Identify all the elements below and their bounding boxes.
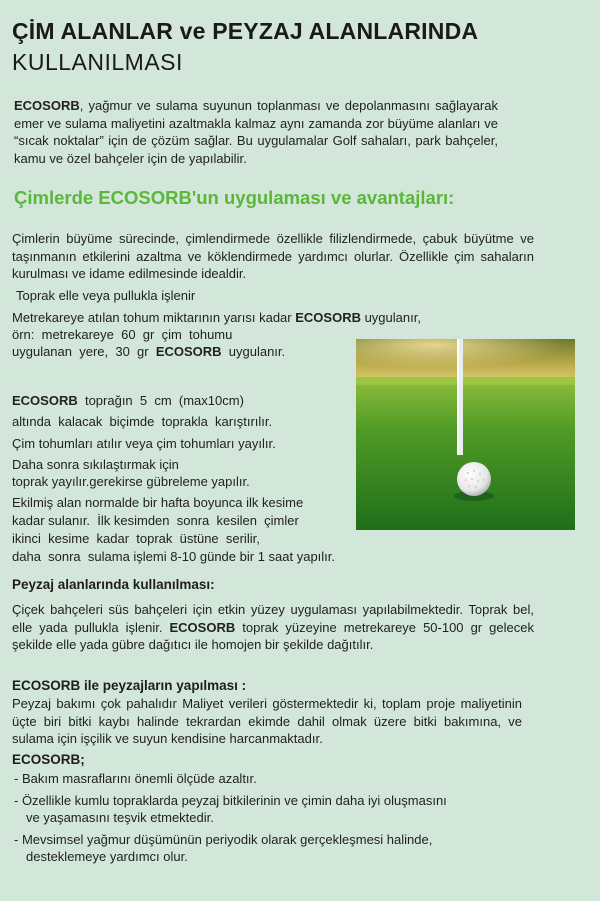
step-mix-cont: altında kalacak biçimde toprakla karıştırılır.: [12, 414, 273, 429]
step-water-1: Ekilmiş alan normalde bir hafta boyunca ilk kesime: [12, 495, 304, 510]
list-item-cont: ve yaşamasını teşvik etmektedir.: [26, 810, 214, 825]
page-subtitle: KULLANILMASI: [12, 49, 183, 75]
golf-ball: [457, 462, 491, 496]
brand-name: ECOSORB: [295, 310, 361, 325]
step-apply: Metrekareye atılan tohum miktarının yarısı kadar ECOSORB uygulanır,: [12, 310, 421, 325]
step-water-4: daha sonra sulama işlemi 8-10 günde bir 1 saat yapılır.: [12, 549, 336, 564]
step-compact-cont: toprak yayılır.gerekirse gübreleme yapılır.: [12, 474, 250, 489]
benefits-heading: ECOSORB;: [12, 752, 85, 767]
list-item-cont: desteklemeye yardımcı olur.: [26, 849, 188, 864]
benefits-list: [14, 770, 447, 866]
landscape-paragraph: Çiçek bahçeleri süs bahçeleri için etkin yüzey uygulaması yapılabilmektedir. Toprak bel, elle yada pullukla işlenir. ECOSORB toprak yüzeyine metrekareye 50-100 gr gelecek şekilde elle yada gübre dağıtıcı ile homojen bir şekilde dağıtılır.: [12, 602, 534, 652]
intro-text: , yağmur ve sulama suyunun toplanması ve depolanmasını sağlayarak emer ve sulama maliyetini azaltmakla kalmaz aynı zamanda zor büyüme alanları ve “sıcak noktalar” için de çözüm sağlar. Bu uygulamalar Golf sahaları, park bahçeler, kamu ve özel bahçeler için de yapılabilir.: [14, 98, 498, 166]
brand-name: ECOSORB: [14, 98, 80, 113]
grass-paragraph: Çimlerin büyüme sürecinde, çimlendirmede özellikle filizlendirmede, çabuk büyütme ve taşınmanın etkilerini azaltma ve köklendirmede yardımcı olurlar. Özellikle çim sahaların kurulması ve idame edilmesinde idealdir.: [12, 231, 534, 281]
list-item: - Bakım masraflarını önemli ölçüde azaltır.: [14, 771, 257, 786]
brand-name: ECOSORB: [155, 344, 222, 359]
step-compact: Daha sonra sıkılaştırmak için: [12, 457, 179, 472]
construction-heading: ECOSORB ile peyzajların yapılması :: [12, 678, 247, 693]
step-mix: ECOSORB toprağın 5 cm (max10cm): [12, 393, 244, 408]
construction-paragraph: Peyzaj bakımı çok pahalıdır Maliyet verileri göstermektedir ki, toplam proje maliyetinin üçte biri bitki kaybı halinde tekrardan ekimde dahil olmak üzere bitki bakımına, ve sulama için işçilik ve suyun kendisine harcanmaktadır.: [12, 696, 522, 746]
list-item: - Özellikle kumlu topraklarda peyzaj bitkilerinin ve çimin daha iyi oluşmasını: [14, 792, 447, 808]
step-water-3: ikinci kesime kadar toprak üstüne serilir,: [12, 531, 260, 546]
step-seed: Çim tohumları atılır veya çim tohumları yayılır.: [12, 436, 276, 451]
intro-paragraph: [14, 97, 498, 167]
list-item: - Mevsimsel yağmur düşümünün periyodik olarak gerçekleşmesi halinde,: [14, 831, 433, 847]
brand-name: ECOSORB: [12, 393, 78, 408]
step-apply-example: örn: metrekareye 60 gr çim tohumu: [12, 327, 233, 342]
section-heading: Çimlerde ECOSORB'un uygulaması ve avantajları:: [14, 187, 455, 208]
landscape-heading: Peyzaj alanlarında kullanılması:: [12, 577, 215, 592]
page-title: ÇİM ALANLAR ve PEYZAJ ALANLARINDA: [12, 18, 479, 44]
step-till: Toprak elle veya pullukla işlenir: [16, 288, 196, 303]
golf-ball-photo: [356, 339, 575, 530]
step-water-2: kadar sulanır. İlk kesimden sonra kesilen çimler: [12, 513, 299, 528]
brand-name: ECOSORB: [169, 619, 236, 635]
step-apply-example-cont: uygulanan yere, 30 gr ECOSORB uygulanır.: [12, 344, 286, 359]
